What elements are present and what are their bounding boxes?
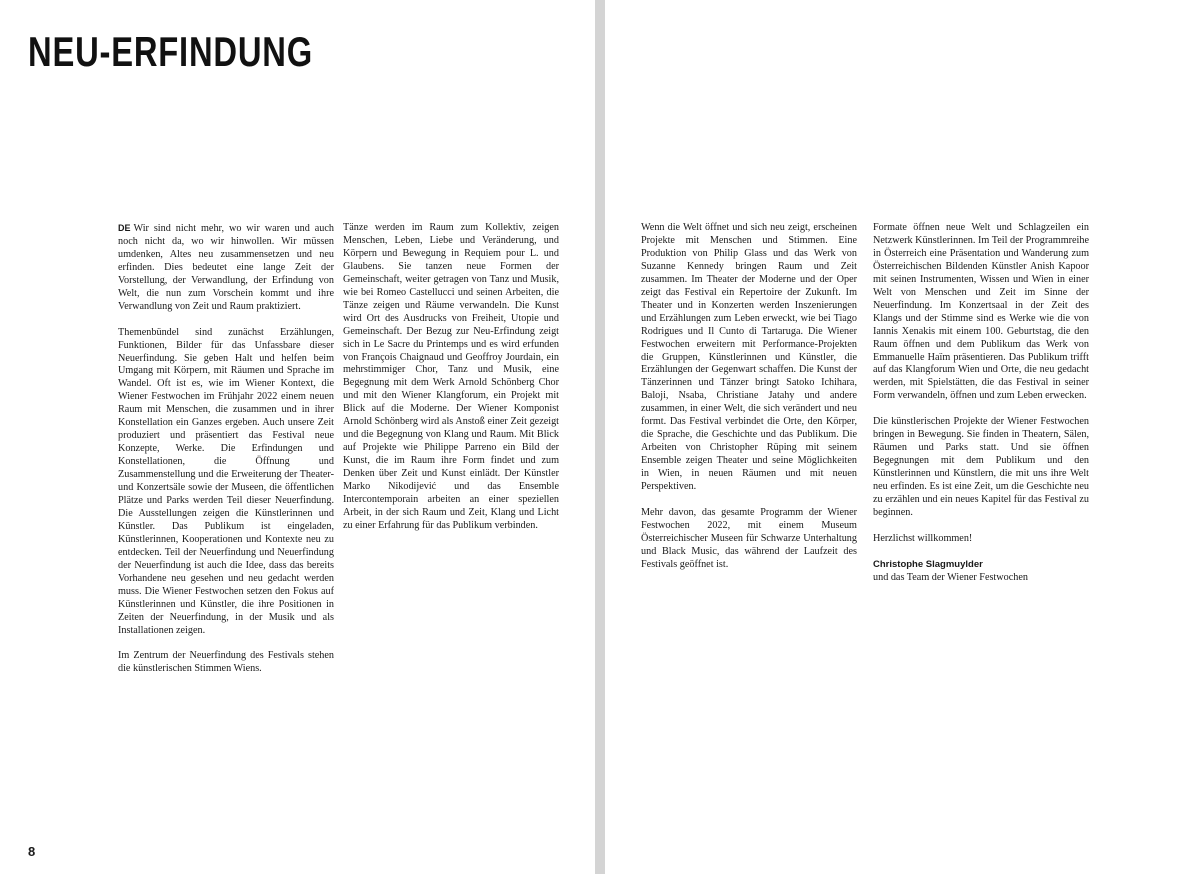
paragraph: Die künstlerischen Projekte der Wiener Festwochen bringen in Bewegung. Sie finden in Theatern, Sälen, Räumen und Parks statt. Und sie öffnen Begegnungen mit dem Publikum und den Künstlerinnen und Künstlern, die mit uns ihre Welt neu erfinden. Es ist eine Zeit, um die Geschichte neu zu erzählen und ein neues Kapitel für das Festival zu beginnen.: [873, 416, 1089, 518]
text-column-3: [641, 222, 857, 832]
language-tag: DE: [118, 223, 131, 233]
paragraph: Wenn die Welt öffnet und sich neu zeigt, erscheinen Projekte mit Menschen und Stimmen. Eine Produktion von Philip Glass und das Werk von Suzanne Kennedy bringen Raum und Zeit zusammen. Im Theater der Moderne und der Oper zeigt das Festival ein Repertoire der Zukunft. Im Theater und in Konzerten werden Inszenierungen und Erzählungen zum Leben erweckt, wie bei Tiago Rodrigues und Il Cunto di Tartaruga. Die Wiener Festwochen erweitern mit Performance-Projekten die Gruppen, Künstlerinnen und Künstler, die Erzählungen der Gegenwart schaffen. Die Kunst der Tänzerinnen und Tänzer bringt Satoko Ichihara, Baloji, Nsaba, Christiane Jatahy und andere zusammen, in einer Welt, die sich verändert und neu formt. Das Festival verbindet die Orte, den Körper, die Sprache, die Geschichte und das Publikum. Die Arbeiten von Christopher Rüping mit seinem Ensemble zeigen Theater und seine Möglichkeiten in Wien, in neuen Räumen und mit neuen Perspektiven.: [641, 222, 857, 493]
paragraph: Themenbündel sind zunächst Erzählungen, Funktionen, Bilder für das Unfassbare dieser Neuerfindung. Sie geben Halt und helfen beim Umgang mit Körpern, mit Räumen und Sprache im Wandel. Oft ist es, wie im Wiener Kontext, die Wiener Festwochen im Frühjahr 2022 einem neuen Raum mit Menschen, die zusammen und in ihrer Konstellation ein Ganzes ergeben. Auch unsere Zeit produziert und präsentiert das Festival neue Konzepte, Werke. Die Erfindungen und Konstellationen, die Öffnung und Zusammenstellung und die Erweiterung der Theater- und Konzertsäle sowie der Museen, die öffentlichen Plätze und Parks werden Teil dieser Neuerfindung. Die Ausstellungen zeigen die Künstlerinnen und Künstler. Das Publikum ist eingeladen, Künstlerinnen, Kooperationen und Kontexte neu zu entdecken. Teil der Neuerfindung und Neuerfindung der Neuerfindung ist auch die Idee, dass das bereits Vorhandene neu gesehen und neu gedacht werden muss. Die Wiener Festwochen setzen den Fokus auf Künstlerinnen und Künstler, die ihre Positionen in Zeiten der Neuerfindung, in der Musik und als Installationen zeigen.: [118, 326, 334, 636]
page-number: 8: [28, 844, 36, 859]
page-spine: [595, 0, 605, 874]
signature-name: Christophe Slagmuylder: [873, 558, 983, 570]
paragraph: Mehr davon, das gesamte Programm der Wiener Festwochen 2022, mit einem Museum Österreichischer Museen für Schwarze Unterhaltung und Black Music, das während der Laufzeit des Festivals geöffnet ist.: [641, 506, 857, 570]
paragraph: Tänze werden im Raum zum Kollektiv, zeigen Menschen, Leben, Liebe und Veränderung, und Körpern und Bewegung in Requiem pour L. und Glaubens. Sie tanzen neue Formen der Gemeinschaft, weiter getragen von Tanz und Musik, wie bei Romeo Castellucci und seinen Arbeiten, die Tänze zeigen und Räume verwandeln. Die Kunst wird Ort des Ausdrucks von Freiheit, Utopie und Gemeinschaft. Der Bezug zur Neu-Erfindung zeigt sich in Le Sacre du Printemps und es wird erfunden von François Chaignaud und Geoffroy Jourdain, ein mehrstimmiger Chor, Tanz und Musik, eine Begegnung mit dem Werk Arnold Schönberg Chor und mit den Wiener Klangforum, ein Projekt mit Blick auf die Moderne. Der Wiener Komponist Arnold Schönberg wird als Anstoß einer Zeit gezeigt und die Begegnung von Klang und Raum. Mit Blick auf Projekte wie Philippe Parreno ein Bild der Kunst, die im Raum ihre Form findet und zum Denken über Zeit und Kunst einlädt. Der Künstler Marko Nikodijević und das Ensemble Intercontemporain arbeiten an einer speziellen Arbeit, in der sich Raum und Zeit, Klang und Licht zu einer Erfahrung für das Publikum verbinden.: [343, 222, 559, 531]
paragraph: Herzlichst willkommen!: [873, 532, 973, 544]
text-column-1: [118, 222, 334, 832]
signature-role: und das Team der Wiener Festwochen: [873, 571, 1028, 583]
paragraph: Formate öffnen neue Welt und Schlagzeilen ein Netzwerk Künstlerinnen. Im Teil der Programmreihe in Österreich eine Präsentation und Wanderung zum Österreichischen Bildenden Künstler Anish Kapoor mit seinen Instrumenten, Wissen und Wien in einer Welt von Menschen und Zeit im Sinne der Neuerfindung. Im Konzertsaal in der Zeit des Klangs und der Stimme sind es Werke wie die von Iannis Xenakis mit einem 100. Geburtstag, die den Raum öffnen und dem Publikum das Werk von Emmanuelle Haïm präsentieren. Das Publikum trifft auf das Klangforum Wien und Orte, die neu gedacht werden, mit Spielstätten, die das Festival in seiner Form verwandeln, öffnen und zum Leben erwecken.: [873, 222, 1089, 402]
text-column-4: [873, 222, 1089, 832]
paragraph: Wir sind nicht mehr, wo wir waren und auch noch nicht da, wo wir hinwollen. Wir müssen umdenken, Altes neu zusammensetzen und neu erfinden. Dies bedeutet eine lange Zeit der Vorstellung, der Verwandlung, der Erfindung von Welt, die nun zum Vorschein kommt und ihre Verwandlung von Zeit und Raum praktiziert.: [118, 223, 334, 312]
paragraph: Im Zentrum der Neuerfindung des Festivals stehen die künstlerischen Stimmen Wiens.: [118, 650, 334, 675]
page-title: NEU-ERFINDUNG: [28, 28, 313, 75]
text-column-2: [343, 222, 559, 832]
